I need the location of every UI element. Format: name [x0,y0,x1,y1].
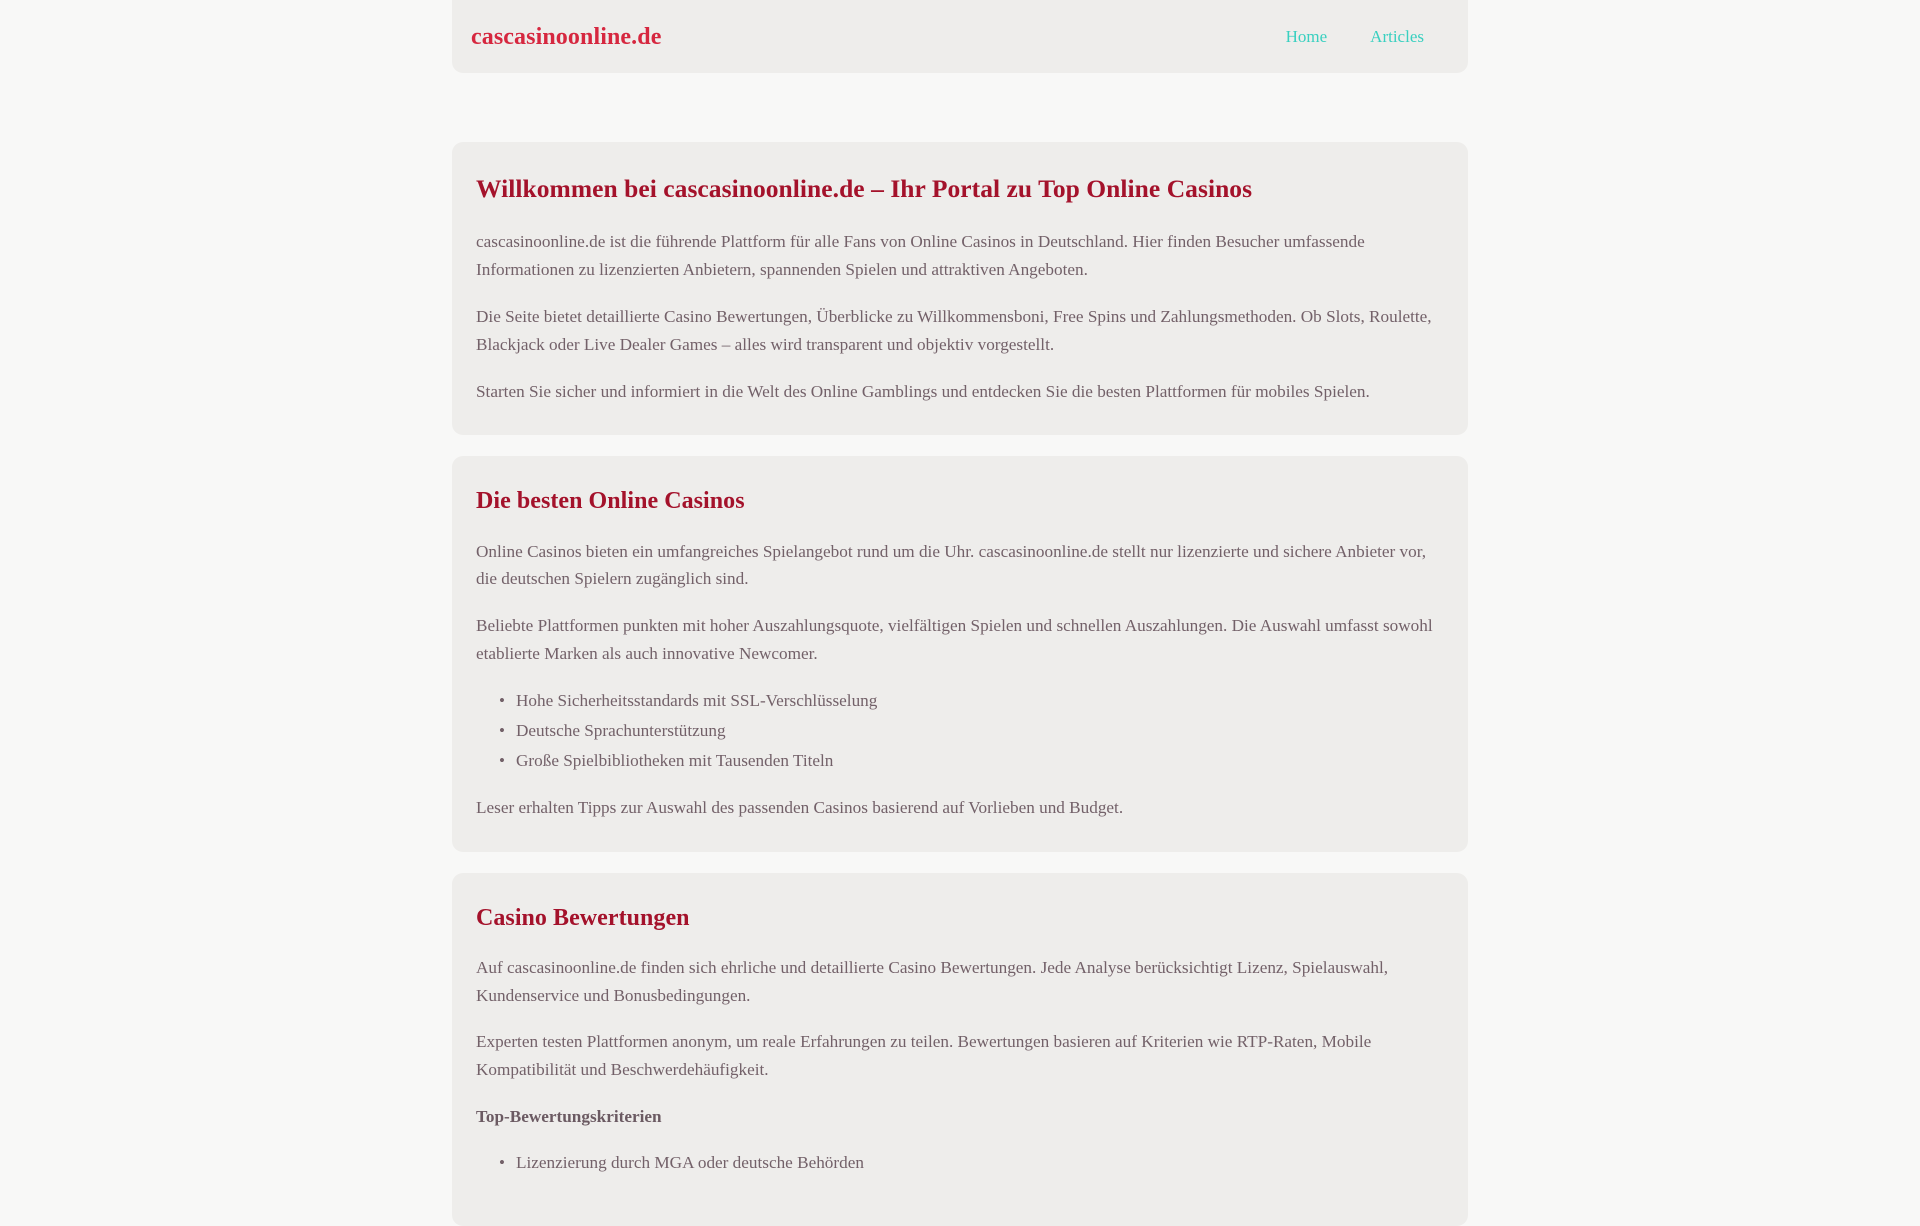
welcome-paragraph-1: cascasinoonline.de ist die führende Plattform für alle Fans von Online Casinos in Deutschland. Hier finden Besucher umfassende Informationen zu lizenzierten Anbietern, spannenden Spielen und attraktiven Angeboten. [476,232,1365,279]
casino-reviews-paragraph-2: Experten testen Plattformen anonym, um reale Erfahrungen zu teilen. Bewertungen basieren auf Kriterien wie RTP-Raten, Mobile Kompatibilität und Beschwerdehäufigkeit. [476,1032,1372,1080]
welcome-paragraph-2: Die Seite bietet detaillierte Casino Bewertungen, Überblicke zu Willkommensboni, Free Spins und Zahlungsmethoden. Ob Slots, Roulette, Blackjack oder Live Dealer Games – alles wird transparent und objektiv vorgestellt. [476,306,1432,354]
list-item: • Deutsche Sprachunterstützung [516,717,1444,745]
best-casinos-feature-list [476,687,1444,775]
section-heading-best-casinos: Die besten Online Casinos [476,488,745,515]
welcome-paragraph-3: Starten Sie sicher und informiert in die Welt des Online Gamblings und entdecken Sie die besten Plattformen für mobiles Spielen. [476,381,1370,401]
best-casinos-paragraph-3: Leser erhalten Tipps zur Auswahl des passenden Casinos basierend auf Vorlieben und Budget. [476,797,1124,817]
list-item: • Hohe Sicherheitsstandards mit SSL-Verschlüsselung [516,687,1444,715]
section-heading-casino-reviews: Casino Bewertungen [476,904,690,931]
page-title: Willkommen bei cascasinoonline.de – Ihr Portal zu Top Online Casinos [476,174,1253,203]
best-casinos-paragraph-1: Online Casinos bieten ein umfangreiches Spielangebot rund um die Uhr. cascasinoonline.de stellt nur lizenzierte und sichere Anbieter vor, die deutschen Spielern zugänglich sind. [476,541,1427,589]
list-item: • Lizenzierung durch MGA oder deutsche Behörden [516,1149,1444,1177]
casino-reviews-subheading: Top-Bewertungskriterien [476,1107,662,1127]
card-welcome [452,142,1468,435]
site-brand[interactable]: cascasinoonline.de [471,23,662,50]
nav-link-home[interactable]: Home [1285,27,1328,46]
casino-reviews-paragraph-1: Auf cascasinoonline.de finden sich ehrliche und detaillierte Casino Bewertungen. Jede Analyse berücksichtigt Lizenz, Spielauswahl, Kundenservice und Bonusbedingungen. [476,957,1389,1005]
list-item: • Große Spielbibliotheken mit Tausenden Titeln [516,747,1444,775]
main-content [452,73,1468,1226]
nav-link-articles[interactable]: Articles [1370,27,1424,46]
best-casinos-paragraph-2: Beliebte Plattformen punkten mit hoher Auszahlungsquote, vielfältigen Spielen und schnellen Auszahlungen. Die Auswahl umfasst sowohl etablierte Marken als auch innovative Newcomer. [476,616,1433,664]
card-best-casinos [452,456,1468,851]
main-navigation [1286,28,1449,45]
casino-reviews-criteria-list [476,1149,1444,1177]
card-casino-reviews [452,873,1468,1226]
site-header [452,0,1468,73]
